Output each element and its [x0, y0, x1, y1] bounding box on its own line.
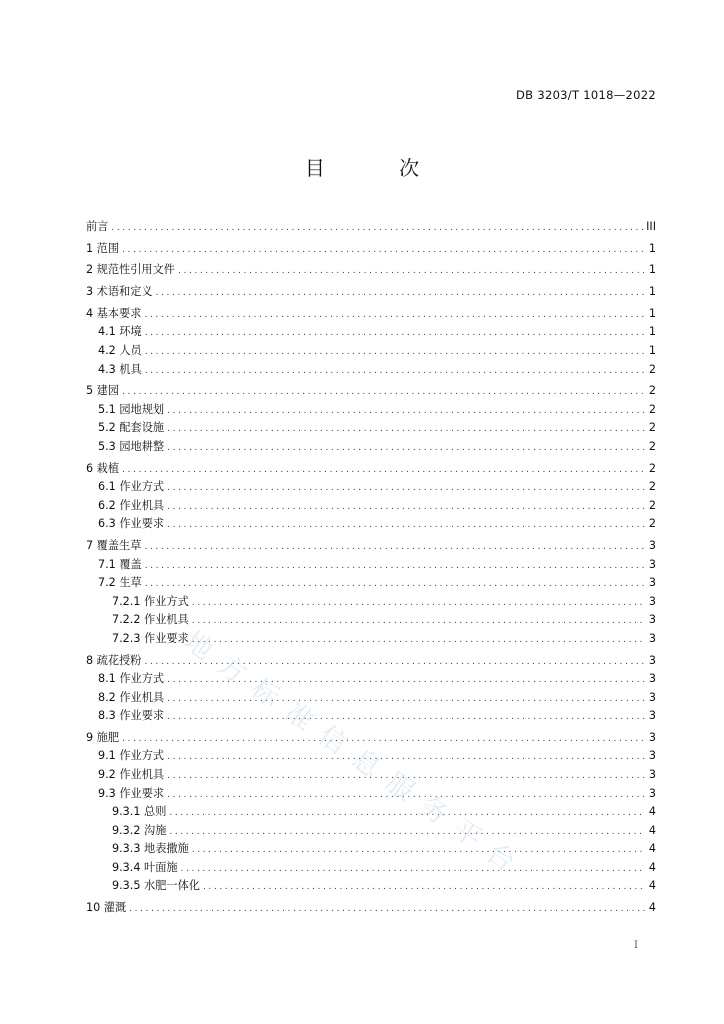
toc-entry-page: 4 [648, 901, 656, 915]
toc-entry[interactable] [86, 652, 656, 671]
toc-entry[interactable] [86, 729, 656, 748]
toc-entry-page: 3 [648, 653, 656, 667]
toc-entry-label: 10 灌溉 [86, 901, 127, 915]
toc-leader-dots [144, 306, 645, 325]
toc-entry-page: 2 [648, 461, 656, 475]
footer-page-number: I [634, 940, 638, 951]
toc-leader-dots [144, 653, 645, 672]
toc-entry-label: 9.3.1 总则 [112, 805, 167, 819]
toc-entry-label: 9 施肥 [86, 730, 120, 744]
toc-entry-page: 3 [648, 613, 656, 627]
toc-entry[interactable] [86, 556, 656, 575]
toc-entry-label: 7.2.2 作业机具 [112, 613, 189, 627]
toc-entry-label: 6.1 作业方式 [98, 480, 165, 494]
toc-leader-dots [129, 900, 645, 919]
toc-entry[interactable] [86, 707, 656, 726]
toc-entry[interactable] [86, 401, 656, 420]
toc-entry-page: 3 [648, 749, 656, 763]
toc-entry-label: 5.1 园地规划 [98, 402, 165, 416]
toc-entry-page: 1 [648, 241, 656, 255]
toc-entry-label: 4.2 人员 [98, 344, 142, 358]
toc-entry-label: 9.3.5 水肥一体化 [112, 879, 200, 893]
toc-leader-dots [192, 594, 645, 613]
toc-entry-page: 4 [648, 842, 656, 856]
toc-entry-label: 8.2 作业机具 [98, 690, 165, 704]
toc-entry-label: 7.1 覆盖 [98, 557, 142, 571]
toc-leader-dots [145, 362, 645, 381]
toc-leader-dots [203, 878, 645, 897]
toc-leader-dots [169, 823, 645, 842]
toc-entry[interactable] [86, 515, 656, 534]
toc-entry-page: 4 [648, 860, 656, 874]
toc-entry-page: 3 [648, 690, 656, 704]
toc-entry-page: 3 [648, 594, 656, 608]
toc-leader-dots [167, 402, 645, 421]
toc-entry[interactable] [86, 497, 656, 516]
toc-entry[interactable] [86, 611, 656, 630]
toc-entry-label: 9.3.2 沟施 [112, 823, 167, 837]
toc-entry-label: 6 栽植 [86, 461, 120, 475]
toc-leader-dots [167, 498, 645, 517]
toc-entry[interactable] [86, 261, 656, 280]
toc-leader-dots [122, 730, 645, 749]
toc-leader-dots [169, 804, 645, 823]
toc-entry[interactable] [86, 630, 656, 649]
toc-entry-page: 2 [648, 480, 656, 494]
toc-entry-page: 4 [648, 805, 656, 819]
toc-entry[interactable] [86, 840, 656, 859]
toc-entry[interactable] [86, 382, 656, 401]
toc-leader-dots [156, 284, 645, 303]
toc-entry-page: III [646, 220, 656, 233]
toc-entry-label: 7.2.1 作业方式 [112, 594, 189, 608]
toc-entry[interactable] [86, 859, 656, 878]
toc-entry-page: 2 [648, 384, 656, 398]
toc-leader-dots [122, 383, 645, 402]
toc-leader-dots [167, 786, 645, 805]
toc-leader-dots [144, 538, 645, 557]
toc-entry-page: 1 [648, 263, 656, 277]
toc-leader-dots [167, 516, 645, 535]
toc-entry-page: 3 [648, 730, 656, 744]
toc-entry[interactable] [86, 747, 656, 766]
toc-entry-label: 4.3 机具 [98, 362, 142, 376]
toc-entry-page: 1 [648, 306, 656, 320]
toc-entry-label: 9.3 作业要求 [98, 786, 165, 800]
toc-entry-label: 7.2.3 作业要求 [112, 631, 189, 645]
watermark: 地方标准信息服务平台 [178, 625, 532, 887]
toc-entry[interactable] [86, 218, 656, 237]
toc-leader-dots [145, 343, 645, 362]
toc-entry[interactable] [86, 785, 656, 804]
table-of-contents [86, 218, 656, 918]
toc-entry-label: 8.3 作业要求 [98, 709, 165, 723]
toc-leader-dots [145, 324, 645, 343]
toc-entry-page: 2 [648, 439, 656, 453]
toc-entry[interactable] [86, 899, 656, 918]
toc-entry[interactable] [86, 574, 656, 593]
toc-leader-dots [122, 461, 645, 480]
toc-entry[interactable] [86, 342, 656, 361]
toc-entry[interactable] [86, 323, 656, 342]
toc-leader-dots [178, 262, 645, 281]
toc-leader-dots [145, 557, 645, 576]
toc-entry-label: 6.2 作业机具 [98, 498, 165, 512]
toc-entry-label: 5.3 园地耕整 [98, 439, 165, 453]
toc-entry-label: 7 覆盖生草 [86, 539, 142, 553]
toc-entry-page: 2 [648, 498, 656, 512]
standard-code: DB 3203/T 1018—2022 [516, 88, 656, 102]
toc-entry-page: 2 [648, 421, 656, 435]
toc-entry-label: 4.1 环境 [98, 325, 142, 339]
toc-leader-dots [111, 219, 643, 238]
toc-entry[interactable] [86, 419, 656, 438]
toc-entry[interactable] [86, 877, 656, 896]
toc-leader-dots [192, 612, 645, 631]
toc-entry-page: 3 [648, 576, 656, 590]
toc-entry-label: 5 建园 [86, 384, 120, 398]
toc-entry-label: 2 规范性引用文件 [86, 263, 175, 277]
toc-entry-page: 2 [648, 402, 656, 416]
toc-entry[interactable] [86, 240, 656, 259]
toc-entry-page: 2 [648, 362, 656, 376]
toc-entry-label: 9.2 作业机具 [98, 768, 165, 781]
toc-leader-dots [167, 690, 645, 709]
toc-leader-dots [167, 767, 645, 786]
toc-leader-dots [192, 841, 645, 860]
toc-entry-label: 8.1 作业方式 [98, 672, 165, 686]
toc-entry-label: 3 术语和定义 [86, 285, 153, 299]
toc-leader-dots [181, 860, 645, 879]
toc-leader-dots [192, 631, 645, 650]
toc-entry-label: 9.1 作业方式 [98, 749, 165, 763]
toc-entry-page: 3 [648, 672, 656, 686]
toc-leader-dots [167, 479, 645, 498]
toc-leader-dots [167, 671, 645, 690]
toc-entry-page: 3 [648, 709, 656, 723]
toc-entry[interactable] [86, 305, 656, 324]
toc-entry[interactable] [86, 537, 656, 556]
toc-entry-page: 1 [648, 285, 656, 299]
toc-entry-label: 4 基本要求 [86, 306, 142, 320]
toc-entry-page: 3 [648, 539, 656, 553]
toc-entry[interactable] [86, 822, 656, 841]
toc-entry-label: 8 疏花授粉 [86, 653, 142, 667]
toc-entry-page: 3 [648, 786, 656, 800]
toc-entry-page: 4 [648, 823, 656, 837]
toc-entry[interactable] [86, 438, 656, 457]
toc-entry[interactable] [86, 689, 656, 708]
toc-leader-dots [122, 241, 645, 260]
toc-entry-page: 3 [648, 768, 656, 781]
toc-entry[interactable] [86, 460, 656, 479]
toc-entry[interactable] [86, 766, 656, 785]
toc-entry-page: 4 [648, 879, 656, 893]
toc-entry-label: 1 范围 [86, 241, 120, 255]
toc-leader-dots [145, 575, 645, 594]
toc-leader-dots [167, 439, 645, 458]
toc-leader-dots [167, 748, 645, 767]
page-title: 目 次 [304, 156, 454, 180]
toc-entry-label: 9.3.4 叶面施 [112, 860, 178, 874]
toc-entry-page: 3 [648, 557, 656, 571]
toc-entry[interactable] [86, 361, 656, 380]
toc-entry-page: 3 [648, 631, 656, 645]
toc-entry[interactable] [86, 478, 656, 497]
toc-entry[interactable] [86, 283, 656, 302]
toc-entry[interactable] [86, 670, 656, 689]
toc-entry[interactable] [86, 803, 656, 822]
toc-entry[interactable] [86, 593, 656, 612]
toc-leader-dots [167, 708, 645, 727]
toc-entry-label: 7.2 生草 [98, 576, 142, 590]
toc-entry-label: 6.3 作业要求 [98, 517, 165, 531]
toc-entry-label: 5.2 配套设施 [98, 421, 165, 435]
toc-entry-label: 前言 [86, 220, 109, 233]
toc-entry-page: 1 [648, 325, 656, 339]
toc-entry-page: 1 [648, 344, 656, 358]
toc-entry-page: 2 [648, 517, 656, 531]
toc-entry-label: 9.3.3 地表撒施 [112, 842, 189, 856]
toc-leader-dots [167, 420, 645, 439]
